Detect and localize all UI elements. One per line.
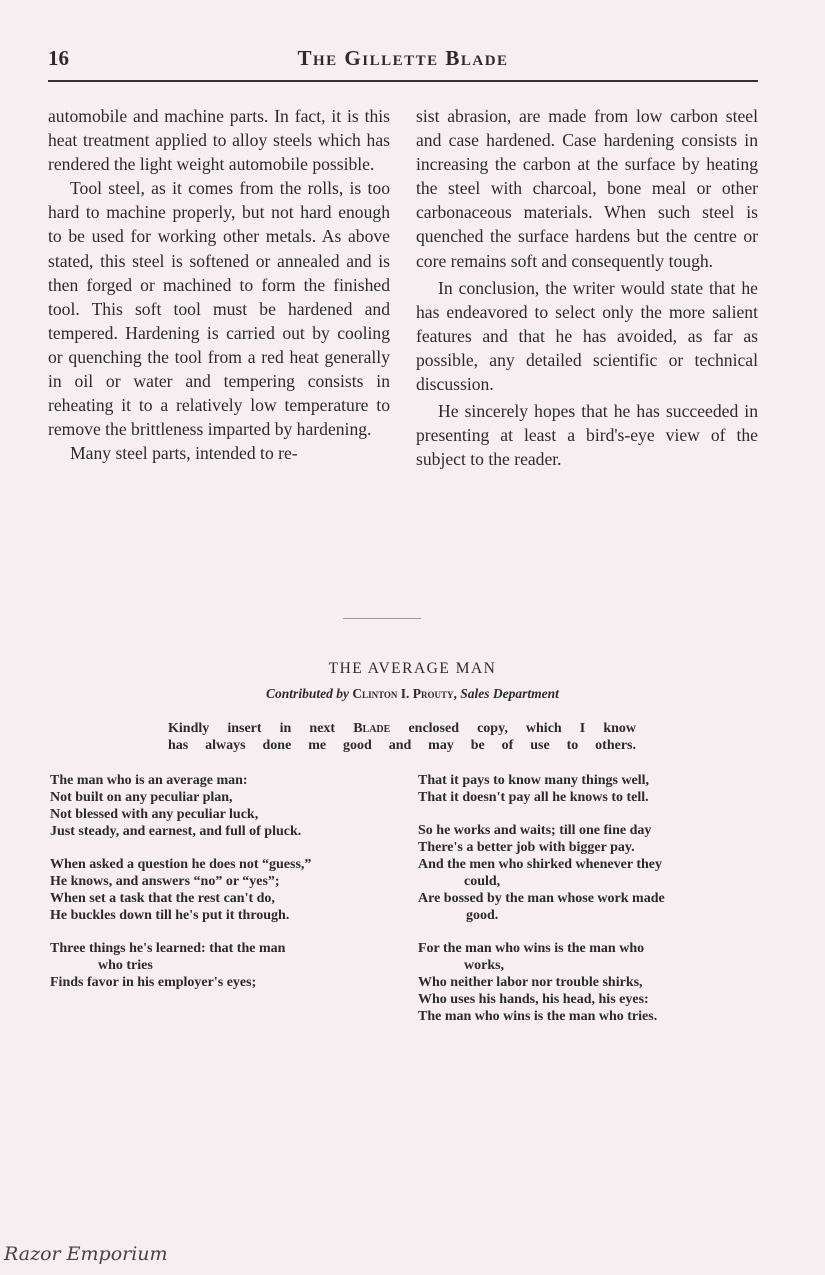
contributed-by-label: Contributed by bbox=[266, 686, 349, 701]
page-number: 16 bbox=[48, 46, 69, 70]
poem-note bbox=[168, 720, 636, 754]
article-paragraph: sist abrasion, are made from low carbon steel and case hardened. Case hardening consists in increasing the carbon at the surface by heating the steel with charcoal, bone meal or other carbonaceous materials. When such steel is quenched the surface hardens but the centre or core remains soft and consequently tough. bbox=[416, 106, 758, 271]
note-blade-name: Blade bbox=[353, 721, 391, 736]
article-paragraph: In conclusion, the writer would state that he has endeavored to select only the more salient features and that he has avoided, as far as possible, any detailed scientific or technical discussion. bbox=[416, 277, 758, 395]
article-column-right bbox=[416, 104, 758, 471]
magazine-title: The Gillette Blade bbox=[297, 46, 509, 70]
page-header bbox=[48, 44, 758, 78]
poem-line: Are bossed by the man whose work made bbox=[418, 891, 665, 906]
poem-line: who tries bbox=[98, 958, 153, 973]
article-paragraph: automobile and machine parts. In fact, it is this heat treatment applied to alloy steels which has rendered the light weight automobile possible. bbox=[48, 106, 390, 175]
contributor-name: Clinton I. Prouty, bbox=[352, 686, 457, 701]
poem-contributor-line bbox=[0, 686, 825, 702]
note-text: enclosed copy, which I know bbox=[408, 721, 637, 736]
poem-line: When asked a question he does not “guess,” bbox=[50, 857, 312, 872]
poem-line: The man who is an average man: bbox=[50, 773, 248, 788]
poem-line: He knows, and answers “no” or “yes”; bbox=[50, 874, 280, 889]
article-paragraph: He sincerely hopes that he has succeeded in presenting at least a bird's-eye view of the subject to the reader. bbox=[416, 401, 758, 470]
note-line-1 bbox=[168, 720, 636, 737]
note-text: Kindly insert in next bbox=[168, 721, 336, 736]
poem-stanza bbox=[50, 772, 392, 840]
poem-line: Not blessed with any peculiar luck, bbox=[50, 807, 259, 822]
poem-line: That it doesn't pay all he knows to tell. bbox=[418, 790, 649, 805]
poem-stanza bbox=[418, 822, 760, 924]
article-paragraph: Many steel parts, intended to re- bbox=[70, 443, 298, 464]
poem-title: THE AVERAGE MAN bbox=[328, 660, 497, 677]
poem-line: And the men who shirked whenever they bbox=[418, 857, 662, 872]
poem-line: So he works and waits; till one fine day bbox=[418, 823, 652, 838]
poem-line: The man who wins is the man who tries. bbox=[418, 1009, 658, 1024]
note-line-2: has always done me good and may be of use to others. bbox=[168, 738, 636, 753]
section-divider bbox=[343, 618, 421, 619]
poem-line: For the man who wins is the man who bbox=[418, 941, 645, 956]
poem-line: He buckles down till he's put it through. bbox=[50, 908, 290, 923]
poem-line: Three things he's learned: that the man bbox=[50, 941, 286, 956]
poem-stanza bbox=[418, 940, 760, 1025]
poem-column-right bbox=[418, 772, 760, 1041]
poem-line: That it pays to know many things well, bbox=[418, 773, 650, 788]
poem-line: Who uses his hands, his head, his eyes: bbox=[418, 992, 649, 1007]
article-column-left bbox=[48, 104, 390, 465]
poem-column-left bbox=[50, 772, 392, 1007]
poem-line: Not built on any peculiar plan, bbox=[50, 790, 233, 805]
poem-line: Just steady, and earnest, and full of pluck. bbox=[50, 824, 302, 839]
poem-line: Finds favor in his employer's eyes; bbox=[50, 975, 257, 990]
article-paragraph: Tool steel, as it comes from the rolls, is too hard to machine properly, but not hard enough to be used for working other metals. As above stated, this steel is softened or annealed and is then forged or machined to form the finished tool. This soft tool must be hardened and tempered. Hardening is carried out by cooling or quenching the tool from a red heat generally in oil or water and tempering consists in reheating it to a relatively low temperature to remove the brittleness imparted by hardening. bbox=[48, 178, 390, 440]
poem-line: works, bbox=[464, 958, 505, 973]
header-rule bbox=[48, 80, 758, 82]
poem-line: There's a better job with bigger pay. bbox=[418, 840, 635, 855]
poem-stanza bbox=[418, 772, 760, 806]
watermark-logo: Razor Emporium bbox=[4, 1243, 168, 1265]
poem-line: good. bbox=[466, 908, 499, 923]
poem-line: When set a task that the rest can't do, bbox=[50, 891, 275, 906]
poem-line: could, bbox=[464, 874, 501, 889]
poem-stanza bbox=[50, 856, 392, 924]
poem-line: Who neither labor nor trouble shirks, bbox=[418, 975, 643, 990]
contributor-department: Sales Department bbox=[460, 686, 559, 701]
poem-stanza bbox=[50, 940, 392, 991]
